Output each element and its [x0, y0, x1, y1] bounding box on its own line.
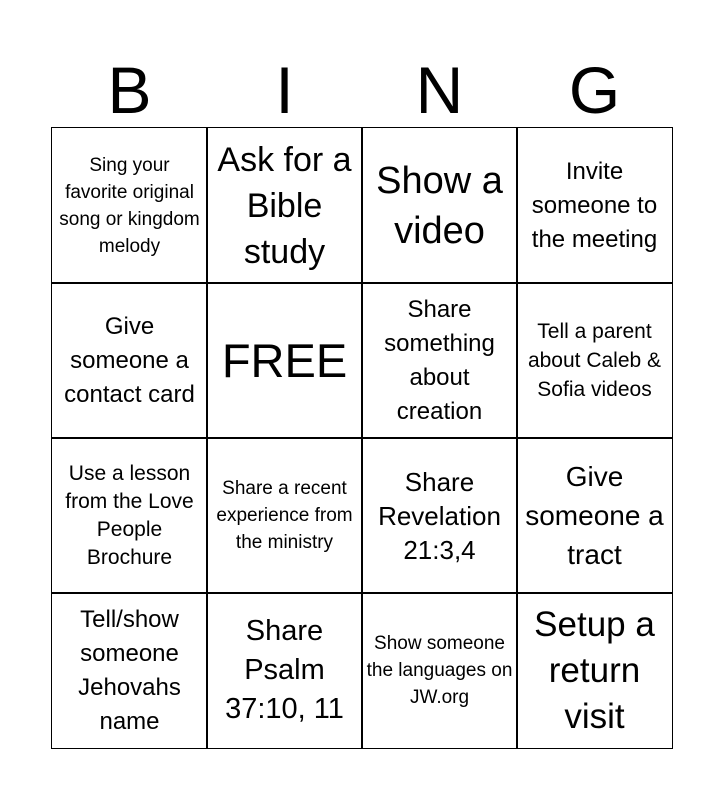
- bingo-cell[interactable]: [51, 592, 208, 749]
- free-text: FREE: [221, 334, 348, 387]
- cell-text: Tell a parent about Caleb & Sofia videos: [527, 320, 662, 401]
- bingo-cell[interactable]: [361, 437, 518, 594]
- bingo-cell[interactable]: [516, 282, 673, 439]
- bingo-cell[interactable]: [361, 282, 518, 439]
- bingo-grid: [52, 128, 672, 748]
- bingo-cell[interactable]: [51, 282, 208, 439]
- bingo-cell[interactable]: [361, 127, 518, 284]
- bingo-cell[interactable]: [51, 127, 208, 284]
- cell-text: Share Psalm 37:10, 11: [225, 615, 344, 725]
- header-letter-g: G: [568, 53, 621, 127]
- cell-text: Setup a return visit: [534, 604, 655, 736]
- bingo-cell[interactable]: [206, 592, 363, 749]
- cell-text: Share a recent experience from the ministry: [216, 478, 353, 553]
- free-cell[interactable]: [206, 282, 363, 439]
- bingo-cell[interactable]: [516, 437, 673, 594]
- cell-text: Show a video: [376, 159, 503, 252]
- cell-text: Tell/show someone Jehovahs name: [78, 605, 181, 735]
- bingo-cell[interactable]: [516, 127, 673, 284]
- bingo-cell[interactable]: [516, 592, 673, 749]
- cell-text: Give someone a contact card: [64, 312, 195, 408]
- bingo-header: [52, 52, 672, 128]
- bingo-cell[interactable]: [361, 592, 518, 749]
- header-letter-n: N: [415, 53, 464, 127]
- bingo-cell[interactable]: [51, 437, 208, 594]
- header-letter-b: B: [107, 53, 152, 127]
- cell-text: Give someone a tract: [525, 461, 664, 570]
- cell-text: Use a lesson from the Love People Brochure: [65, 461, 194, 569]
- header-letter-i: I: [275, 53, 294, 127]
- cell-text: Ask for a Bible study: [217, 140, 352, 271]
- cell-text: Invite someone to the meeting: [531, 157, 658, 253]
- cell-text: Show someone the languages on JW.org: [366, 633, 513, 708]
- cell-text: Share something about creation: [384, 295, 495, 425]
- bingo-cell[interactable]: [206, 127, 363, 284]
- cell-text: Sing your favorite original song or kingdom melody: [59, 154, 200, 257]
- bingo-cell[interactable]: [206, 437, 363, 594]
- cell-text: Share Revelation 21:3,4: [378, 466, 501, 565]
